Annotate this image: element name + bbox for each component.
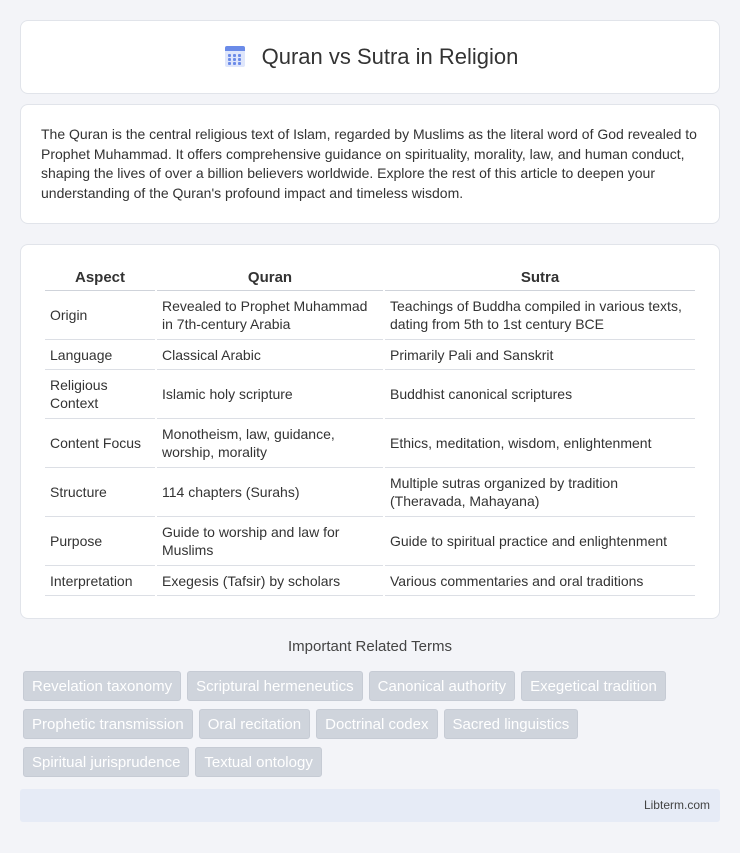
- table-row: [45, 291, 695, 340]
- cell-quran: Guide to worship and law for Muslims: [157, 517, 383, 566]
- cell-aspect: Religious Context: [45, 370, 155, 419]
- comparison-card: [20, 244, 720, 619]
- related-terms-list: [23, 671, 723, 777]
- related-tag[interactable]: Oral recitation: [199, 709, 310, 739]
- header-sutra: Sutra: [385, 265, 695, 291]
- cell-sutra: Guide to spiritual practice and enlightenment: [385, 517, 695, 566]
- header-quran: Quran: [157, 265, 383, 291]
- cell-sutra: Buddhist canonical scriptures: [385, 370, 695, 419]
- cell-quran: Islamic holy scripture: [157, 370, 383, 419]
- title-card: [20, 20, 720, 94]
- cell-quran: Revealed to Prophet Muhammad in 7th-century Arabia: [157, 291, 383, 340]
- cell-aspect: Origin: [45, 291, 155, 340]
- cell-sutra: Multiple sutras organized by tradition (Theravada, Mahayana): [385, 468, 695, 517]
- related-tag[interactable]: Exegetical tradition: [521, 671, 666, 701]
- table-header-row: [45, 265, 695, 291]
- cell-quran: Classical Arabic: [157, 340, 383, 370]
- footer-brand-link[interactable]: Libterm.com: [643, 798, 710, 812]
- cell-aspect: Language: [45, 340, 155, 370]
- related-tag[interactable]: Spiritual jurisprudence: [23, 747, 189, 777]
- calendar-icon: [222, 44, 248, 70]
- intro-text: The Quran is the central religious text of Islam, regarded by Muslims as the literal word of God revealed to Prophet Muhammad. It offers comprehensive guidance on spirituality, morality, law, and human conduct, shaping the lives of over a billion believers worldwide. Explore the rest of this article to deepen your understanding of the Quran's profound impact and timeless wisdom.: [41, 126, 697, 201]
- cell-sutra: Various commentaries and oral traditions: [385, 566, 695, 596]
- cell-aspect: Content Focus: [45, 419, 155, 468]
- related-tag[interactable]: Prophetic transmission: [23, 709, 193, 739]
- related-tag[interactable]: Revelation taxonomy: [23, 671, 181, 701]
- page-title: Quran vs Sutra in Religion: [261, 44, 519, 69]
- table-row: [45, 566, 695, 596]
- related-tag[interactable]: Canonical authority: [369, 671, 515, 701]
- table-row: [45, 370, 695, 419]
- cell-aspect: Structure: [45, 468, 155, 517]
- comparison-table: [43, 265, 697, 596]
- cell-quran: 114 chapters (Surahs): [157, 468, 383, 517]
- footer: [20, 789, 720, 822]
- table-row: [45, 419, 695, 468]
- header-aspect: Aspect: [45, 265, 155, 291]
- cell-sutra: Teachings of Buddha compiled in various texts, dating from 5th to 1st century BCE: [385, 291, 695, 340]
- table-row: [45, 340, 695, 370]
- cell-sutra: Ethics, meditation, wisdom, enlightenment: [385, 419, 695, 468]
- cell-aspect: Purpose: [45, 517, 155, 566]
- related-tag[interactable]: Scriptural hermeneutics: [187, 671, 363, 701]
- intro-card: [20, 104, 720, 224]
- cell-quran: Exegesis (Tafsir) by scholars: [157, 566, 383, 596]
- related-terms-title: Important Related Terms: [288, 638, 452, 655]
- cell-sutra: Primarily Pali and Sanskrit: [385, 340, 695, 370]
- cell-quran: Monotheism, law, guidance, worship, morality: [157, 419, 383, 468]
- table-row: [45, 517, 695, 566]
- related-tag[interactable]: Doctrinal codex: [316, 709, 437, 739]
- table-row: [45, 468, 695, 517]
- cell-aspect: Interpretation: [45, 566, 155, 596]
- related-tag[interactable]: Sacred linguistics: [444, 709, 579, 739]
- related-tag[interactable]: Textual ontology: [195, 747, 321, 777]
